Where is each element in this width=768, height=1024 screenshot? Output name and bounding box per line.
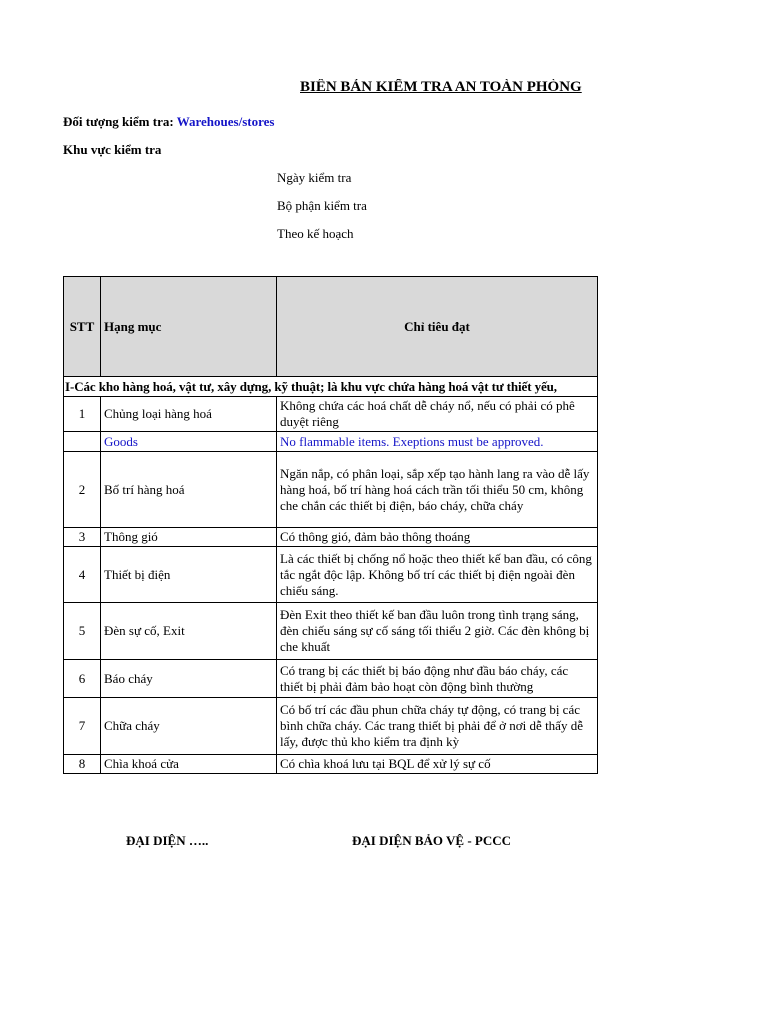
row-stt: 6 bbox=[64, 660, 101, 698]
row-stt: 2 bbox=[64, 452, 101, 528]
signature-right: ĐẠI DIỆN BẢO VỆ - PCCC bbox=[352, 833, 512, 848]
table-row bbox=[64, 528, 598, 547]
row-item: Thông gió bbox=[101, 528, 277, 547]
header-stt: STT bbox=[64, 277, 101, 377]
table-row bbox=[64, 755, 598, 774]
inspection-date-label: Ngày kiểm tra bbox=[277, 170, 352, 185]
inspection-object-value: Warehoues/stores bbox=[176, 114, 275, 129]
row-criteria: No flammable items. Exeptions must be approved. bbox=[277, 432, 598, 452]
row-stt: 8 bbox=[64, 755, 101, 774]
inspection-area-label: Khu vực kiểm tra bbox=[63, 142, 162, 157]
row-item: Chữa cháy bbox=[101, 698, 277, 755]
row-criteria: Không chứa các hoá chất dễ cháy nổ, nếu có phải có phê duyệt riêng bbox=[277, 397, 598, 432]
row-stt: 5 bbox=[64, 603, 101, 660]
row-stt: 7 bbox=[64, 698, 101, 755]
row-stt: 1 bbox=[64, 397, 101, 432]
table-row bbox=[64, 660, 598, 698]
section-row bbox=[64, 377, 598, 397]
inspection-table bbox=[63, 276, 598, 774]
row-item: Goods bbox=[101, 432, 277, 452]
section-title: I-Các kho hàng hoá, vật tư, xây dựng, kỹ thuật; là khu vực chứa hàng hoá vật tư thiết yếu, bbox=[64, 377, 598, 397]
row-item: Đèn sự cố, Exit bbox=[101, 603, 277, 660]
row-criteria: Có thông gió, đảm bảo thông thoáng bbox=[277, 528, 598, 547]
signature-left: ĐẠI DIỆN ….. bbox=[126, 833, 209, 848]
row-item: Chủng loại hàng hoá bbox=[101, 397, 277, 432]
row-criteria: Là các thiết bị chống nổ hoặc theo thiết kế ban đầu, có công tắc ngắt độc lập. Không bố trí các thiết bị điện ngoài đèn chiếu sáng. bbox=[277, 547, 598, 603]
table-row bbox=[64, 547, 598, 603]
document-title: BIÊN BẢN KIỂM TRA AN TOÀN PHÒNG bbox=[300, 79, 582, 95]
row-criteria: Đèn Exit theo thiết kế ban đầu luôn trong tình trạng sáng, đèn chiếu sáng sự cố sáng tối thiểu 2 giờ. Các đèn không bị che khuất bbox=[277, 603, 598, 660]
table-row bbox=[64, 452, 598, 528]
row-stt: 3 bbox=[64, 528, 101, 547]
inspection-object-label: Đối tượng kiểm tra: bbox=[63, 114, 174, 129]
header-criteria: Chỉ tiêu đạt bbox=[277, 277, 598, 377]
row-criteria: Có bố trí các đầu phun chữa cháy tự động, có trang bị các bình chữa cháy. Các trang thiết bị phải để ở nơi dễ thấy dễ lấy, được thủ kho kiểm tra định kỳ bbox=[277, 698, 598, 755]
table-row bbox=[64, 603, 598, 660]
inspection-object-row bbox=[63, 114, 274, 130]
row-stt: 4 bbox=[64, 547, 101, 603]
row-criteria: Ngăn nắp, có phân loại, sắp xếp tạo hành lang ra vào dễ lấy hàng hoá, bố trí hàng hoá cách trần tối thiểu 50 cm, không che chắn các thiết bị điện, báo cháy, chữa cháy bbox=[277, 452, 598, 528]
header-item: Hạng mục bbox=[101, 277, 277, 377]
row-item: Báo cháy bbox=[101, 660, 277, 698]
table-row bbox=[64, 698, 598, 755]
row-stt bbox=[64, 432, 101, 452]
row-item: Thiết bị điện bbox=[101, 547, 277, 603]
inspection-department-label: Bộ phận kiểm tra bbox=[277, 198, 367, 213]
table-row bbox=[64, 397, 598, 432]
row-item: Chìa khoá cửa bbox=[101, 755, 277, 774]
row-item: Bố trí hàng hoá bbox=[101, 452, 277, 528]
table-header-row bbox=[64, 277, 598, 377]
table-row bbox=[64, 432, 598, 452]
row-criteria: Có trang bị các thiết bị báo động như đầu báo cháy, các thiết bị phải đảm bảo hoạt còn động bình thường bbox=[277, 660, 598, 698]
row-criteria: Có chìa khoá lưu tại BQL để xử lý sự cố bbox=[277, 755, 598, 774]
inspection-plan-label: Theo kế hoạch bbox=[277, 226, 354, 241]
